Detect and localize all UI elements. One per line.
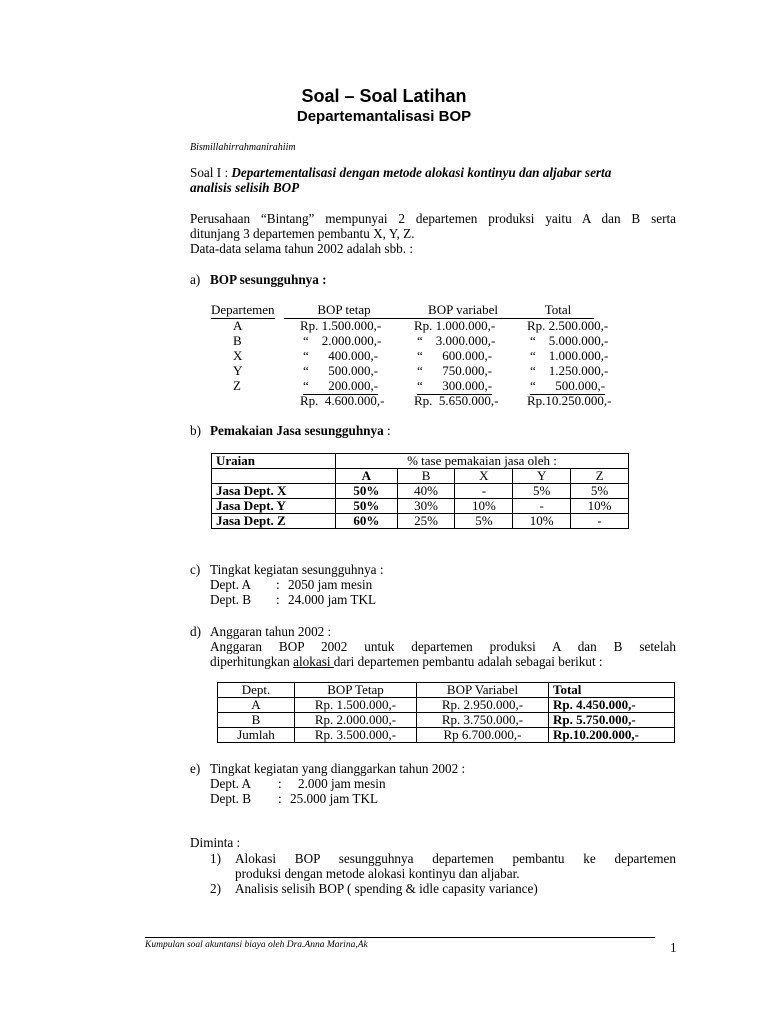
- jasa-header-uraian: Uraian: [212, 454, 336, 469]
- bop-total-total: Rp.10.250.000,-: [527, 393, 612, 408]
- jasa-cell: 5%: [513, 484, 571, 499]
- footer-divider: [145, 937, 655, 938]
- bop-header-total: Total: [522, 302, 594, 319]
- bop-row-tetap: “ 500.000,-: [303, 363, 379, 378]
- bismillah-text: Bismillahirrahmanirahiim: [190, 142, 296, 153]
- bop-header-tetap: BOP tetap: [284, 302, 404, 319]
- soal-heading: [190, 165, 611, 181]
- jasa-cell: 30%: [397, 499, 455, 514]
- table-row: [218, 728, 675, 743]
- intro-line1: Perusahaan “Bintang” mempunyai 2 departemen produksi yaitu A dan B serta: [190, 211, 676, 226]
- bop-row-total: Rp. 2.500.000,-: [527, 318, 609, 333]
- bop-row-total: “ 5.000.000,-: [530, 333, 609, 348]
- diminta-item-number: 2): [210, 881, 221, 896]
- section-a-label: a): [190, 272, 201, 287]
- e-line-sep: :: [278, 776, 282, 791]
- c-line-dept: Dept. A: [210, 577, 252, 592]
- anggaran-header-total: Total: [549, 683, 675, 698]
- jasa-cell: -: [455, 484, 513, 499]
- c-line-value: 2050 jam mesin: [288, 577, 373, 592]
- bop-row-total: “ 1.000.000,-: [530, 348, 609, 363]
- jasa-row-name: Jasa Dept. Y: [212, 499, 336, 514]
- anggaran-cell: A: [218, 698, 295, 713]
- anggaran-cell: Rp. 3.500.000,-: [295, 728, 417, 743]
- anggaran-cell: Rp. 1.500.000,-: [295, 698, 417, 713]
- soal-separator: :: [221, 165, 232, 180]
- c-line-value: 24.000 jam TKL: [288, 592, 377, 607]
- jasa-col-x: X: [455, 469, 513, 484]
- jasa-col-a: A: [336, 469, 398, 484]
- diminta-item-line1: Alokasi BOP sesungguhnya departemen pembantu ke departemen: [235, 851, 676, 866]
- section-b-label: b): [190, 423, 201, 438]
- diminta-item-line1: Analisis selisih BOP ( spending & idle capasity variance): [235, 881, 538, 896]
- jasa-cell: 40%: [397, 484, 455, 499]
- section-d-title: Anggaran tahun 2002 :: [210, 624, 332, 639]
- d-text-line2: [210, 654, 603, 670]
- jasa-row-name: Jasa Dept. X: [212, 484, 336, 499]
- bop-row-total: “ 1.250.000,-: [530, 363, 609, 378]
- anggaran-cell: Rp. 3.750.000,-: [417, 713, 549, 728]
- bop-row-variabel: “ 750.000,-: [417, 363, 493, 378]
- jasa-cell: 10%: [513, 514, 571, 529]
- jasa-cell: -: [571, 514, 629, 529]
- anggaran-header-tetap: BOP Tetap: [295, 683, 417, 698]
- section-c-label: c): [190, 562, 201, 577]
- d-text-alokasi: alokasi: [293, 654, 334, 669]
- bop-row-tetap: “ 2.000.000,-: [303, 333, 382, 348]
- bop-row-dept: Y: [233, 363, 243, 378]
- bop-row-total: “ 500.000,-: [530, 378, 606, 393]
- d-text-line1: Anggaran BOP 2002 untuk departemen produksi A dan B setelah: [210, 639, 676, 654]
- anggaran-header-dept: Dept.: [218, 683, 295, 698]
- anggaran-cell: Rp.10.200.000,-: [549, 728, 675, 743]
- anggaran-cell: Rp. 2.950.000,-: [417, 698, 549, 713]
- c-line-sep: :: [276, 577, 280, 592]
- bop-row-tetap: Rp. 1.500.000,-: [300, 318, 382, 333]
- soal-label: Soal I: [190, 165, 222, 180]
- c-line-sep: :: [276, 592, 280, 607]
- diminta-item-line2: produksi dengan metode alokasi kontinyu dan aljabar.: [235, 866, 520, 881]
- jasa-cell: 5%: [571, 484, 629, 499]
- bop-header-variabel: BOP variabel: [404, 302, 522, 319]
- section-b-heading: [210, 423, 391, 439]
- anggaran-cell: Rp 6.700.000,-: [417, 728, 549, 743]
- anggaran-cell: B: [218, 713, 295, 728]
- bop-total-variabel: Rp. 5.650.000,-: [414, 393, 499, 408]
- footer-text: Kumpulan soal akuntansi biaya oleh Dra.Anna Marina,Ak: [145, 940, 368, 950]
- bop-total-tetap: Rp. 4.600.000,-: [300, 393, 385, 408]
- jasa-header-percentage: % tase pemakaian jasa oleh :: [336, 454, 629, 469]
- jasa-cell: 50%: [336, 499, 398, 514]
- table-row: [218, 713, 675, 728]
- section-e-title: Tingkat kegiatan yang dianggarkan tahun 2002 :: [210, 761, 466, 776]
- jasa-cell: 60%: [336, 514, 398, 529]
- soal-description-line2: analisis selisih BOP: [190, 180, 300, 195]
- section-e-label: e): [190, 761, 201, 776]
- bop-row-dept: A: [233, 318, 243, 333]
- e-line-value: 2.000 jam mesin: [298, 776, 386, 791]
- e-line-value: 25.000 jam TKL: [290, 791, 379, 806]
- jasa-table: [211, 453, 629, 529]
- d-text-part: diperhitungkan: [210, 654, 294, 669]
- table-row: [212, 499, 629, 514]
- jasa-cell: -: [513, 499, 571, 514]
- page-subtitle: Departemantalisasi BOP: [296, 108, 472, 125]
- anggaran-cell: Rp. 5.750.000,-: [549, 713, 675, 728]
- jasa-col-b: B: [397, 469, 455, 484]
- bop-row-variabel: “ 3.000.000,-: [417, 333, 496, 348]
- jasa-col-z: Z: [571, 469, 629, 484]
- diminta-label: Diminta :: [190, 835, 241, 850]
- bop-row-dept: X: [233, 348, 243, 363]
- jasa-cell: 5%: [455, 514, 513, 529]
- bop-row-tetap: “ 200.000,-: [303, 378, 379, 393]
- page-title: Soal – Soal Latihan: [301, 86, 467, 106]
- e-line-dept: Dept. B: [210, 791, 252, 806]
- bop-row-dept: Z: [233, 378, 241, 393]
- page-number: 1: [670, 940, 677, 955]
- jasa-cell: 25%: [397, 514, 455, 529]
- bop-row-dept: B: [233, 333, 242, 348]
- section-a-title: BOP sesungguhnya :: [210, 272, 327, 287]
- section-b-colon: :: [383, 423, 391, 438]
- bop-header-departemen: Departemen: [211, 302, 275, 317]
- anggaran-header-variabel: BOP Variabel: [417, 683, 549, 698]
- anggaran-cell: Jumlah: [218, 728, 295, 743]
- soal-description-line1: Departementalisasi dengan metode alokasi kontinyu dan aljabar serta: [231, 165, 612, 180]
- section-d-label: d): [190, 624, 201, 639]
- table-row: [212, 484, 629, 499]
- bop-row-variabel: Rp. 1.000.000,-: [414, 318, 496, 333]
- jasa-cell: 50%: [336, 484, 398, 499]
- anggaran-cell: Rp. 4.450.000,-: [549, 698, 675, 713]
- section-c-title: Tingkat kegiatan sesungguhnya :: [210, 562, 384, 577]
- jasa-col-y: Y: [513, 469, 571, 484]
- bop-row-variabel: “ 300.000,-: [417, 378, 493, 393]
- diminta-item-number: 1): [210, 851, 221, 866]
- anggaran-cell: Rp. 2.000.000,-: [295, 713, 417, 728]
- jasa-cell: 10%: [571, 499, 629, 514]
- intro-line2: ditunjang 3 departemen pembantu X, Y, Z.: [190, 226, 415, 241]
- table-row: [212, 514, 629, 529]
- c-line-dept: Dept. B: [210, 592, 252, 607]
- anggaran-table: [217, 682, 675, 743]
- intro-line3: Data-data selama tahun 2002 adalah sbb. :: [190, 241, 414, 256]
- e-line-sep: :: [278, 791, 282, 806]
- e-line-dept: Dept. A: [210, 776, 252, 791]
- jasa-row-name: Jasa Dept. Z: [212, 514, 336, 529]
- bop-row-variabel: “ 600.000,-: [417, 348, 493, 363]
- jasa-cell: 10%: [455, 499, 513, 514]
- table-row: [218, 698, 675, 713]
- section-b-title: Pemakaian Jasa sesungguhnya: [210, 423, 384, 438]
- jasa-header-blank: [212, 469, 336, 484]
- bop-row-tetap: “ 400.000,-: [303, 348, 379, 363]
- d-text-part: dari departemen pembantu adalah sebagai berikut :: [333, 654, 603, 669]
